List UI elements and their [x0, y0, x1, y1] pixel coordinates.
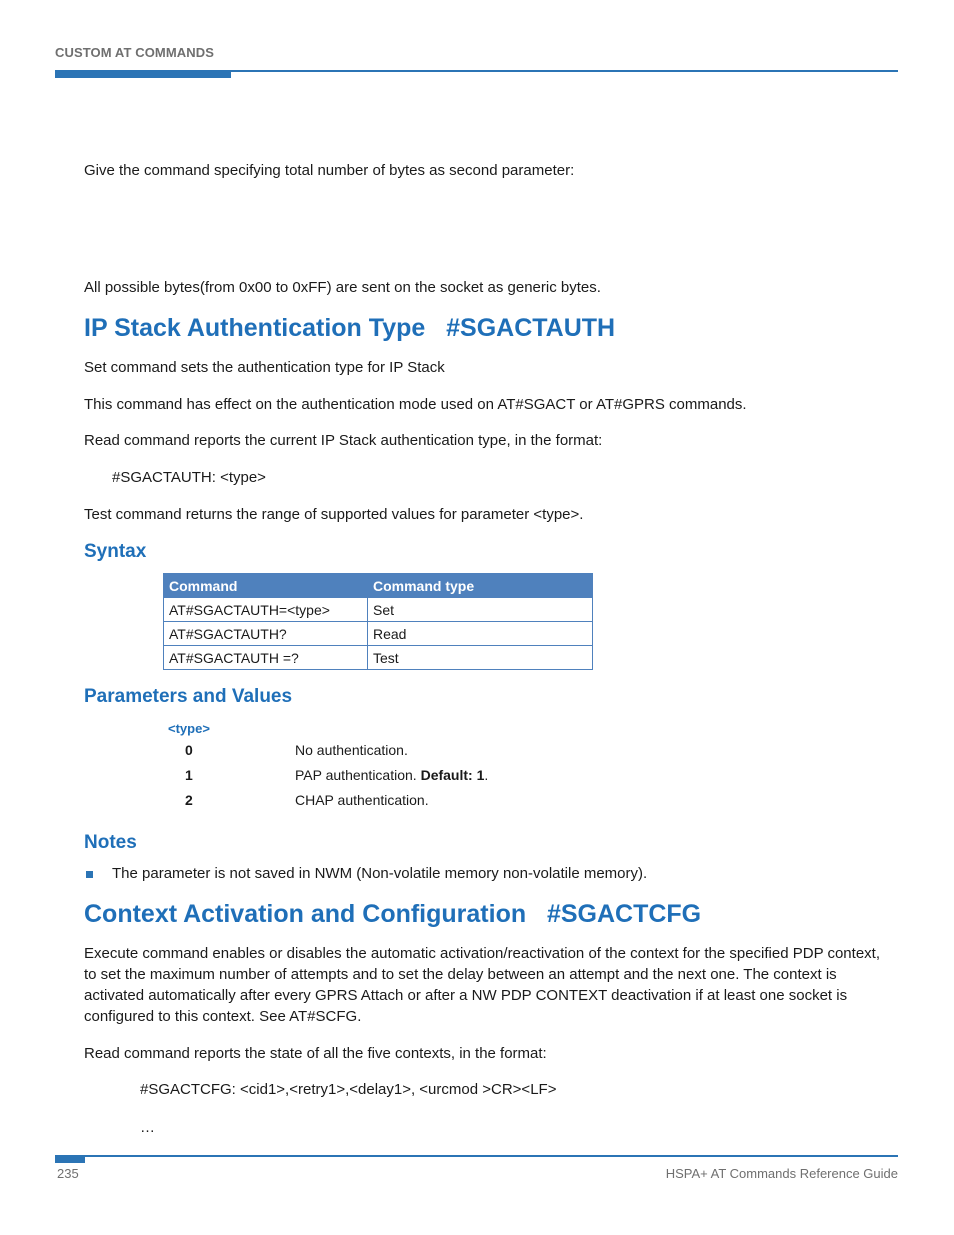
sgactcfg-format: #SGACTCFG: <cid1>,<retry1>,<delay1>, <urcmod >CR><LF>	[140, 1081, 557, 1098]
table-row	[164, 598, 593, 622]
sgactauth-paragraph-1: Set command sets the authentication type for IP Stack	[84, 359, 445, 376]
sgactcfg-paragraph-2: Read command reports the state of all the five contexts, in the format:	[84, 1045, 547, 1062]
param-value-1: 1	[185, 767, 193, 783]
footer-accent-block	[55, 1155, 85, 1163]
sgactauth-paragraph-2: This command has effect on the authentication mode used on AT#SGACT or AT#GPRS commands.	[84, 396, 747, 413]
table-cell-type: Read	[368, 622, 593, 646]
sgactcfg-ellipsis: …	[140, 1119, 155, 1136]
footer-doc-title: HSPA+ AT Commands Reference Guide	[665, 1166, 898, 1181]
table-cell-command: AT#SGACTAUTH=<type>	[164, 598, 368, 622]
sgactauth-title: IP Stack Authentication Type #SGACTAUTH	[84, 314, 616, 342]
sgactcfg-paragraph-1: Execute command enables or disables the automatic activation/reactivation of the context for the specified PDP context, to set the maximum number of attempts and to set the delay between an attempt and the next one. The context is activated automatically after every GPRS Attach or after a NW PDP CONTEXT deactivation if at least one socket is configured to this context. See AT#SCFG.	[84, 945, 880, 1025]
sgactauth-format: #SGACTAUTH: <type>	[112, 469, 266, 486]
syntax-table-header-row	[164, 574, 593, 598]
table-cell-command: AT#SGACTAUTH?	[164, 622, 368, 646]
table-row	[164, 622, 593, 646]
bullet-icon	[86, 871, 93, 878]
intro-paragraph-2: All possible bytes(from 0x00 to 0xFF) are sent on the socket as generic bytes.	[84, 279, 601, 296]
table-cell-command: AT#SGACTAUTH =?	[164, 646, 368, 670]
note-text: The parameter is not saved in NWM (Non-volatile memory non-volatile memory).	[112, 865, 648, 882]
table-row	[164, 646, 593, 670]
param-desc-1-tail: .	[484, 767, 489, 783]
intro-paragraph-1: Give the command specifying total number of bytes as second parameter:	[84, 162, 575, 179]
table-cell-type: Test	[368, 646, 593, 670]
syntax-table-header-command: Command	[164, 574, 368, 598]
notes-heading: Notes	[84, 832, 137, 853]
parameters-heading: Parameters and Values	[84, 686, 293, 707]
syntax-table-header-type: Command type	[368, 574, 593, 598]
header-section-label: CUSTOM AT COMMANDS	[55, 45, 214, 60]
param-desc-0: No authentication.	[295, 742, 408, 758]
footer-rule	[55, 1155, 898, 1157]
param-desc-1-text: PAP authentication.	[295, 767, 421, 783]
syntax-heading: Syntax	[84, 541, 147, 562]
param-desc-1	[295, 767, 488, 783]
sgactauth-paragraph-4: Test command returns the range of supported values for parameter <type>.	[84, 506, 584, 523]
sgactauth-paragraph-3: Read command reports the current IP Stack authentication type, in the format:	[84, 432, 603, 449]
parameter-name: <type>	[168, 721, 210, 736]
param-desc-2: CHAP authentication.	[295, 792, 429, 808]
footer-page-number: 235	[57, 1166, 79, 1181]
sgactcfg-title: Context Activation and Configuration #SGACTCFG	[84, 900, 702, 928]
param-value-0: 0	[185, 742, 193, 758]
syntax-table	[163, 573, 593, 670]
header-accent-block	[55, 70, 231, 78]
param-desc-1-default: Default: 1	[420, 767, 485, 783]
table-cell-type: Set	[368, 598, 593, 622]
param-value-2: 2	[185, 792, 193, 808]
